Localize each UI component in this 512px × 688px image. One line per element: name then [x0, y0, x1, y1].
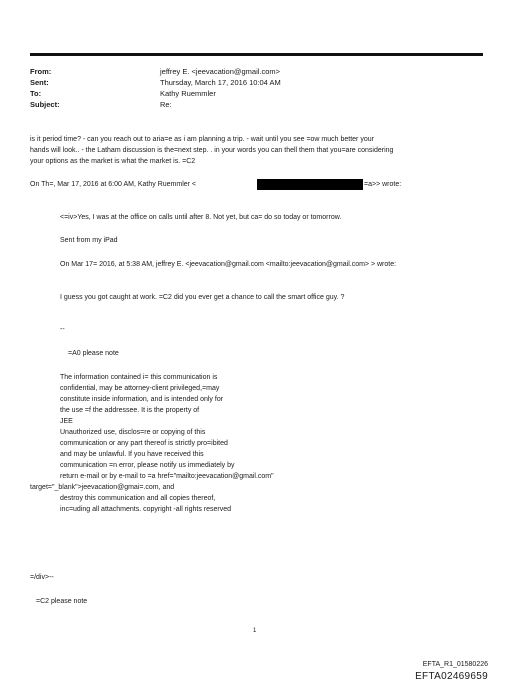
on-thu-prefix: On Th=, Mar 17, 2016 at 6:00 AM, Kathy Ruemmler < — [30, 181, 197, 188]
subject-value: Re: — [160, 100, 172, 109]
bates-stamp-small: EFTA_R1_01580226 — [422, 661, 488, 668]
disclaimer-line: Unauthorized use, disclos=re or copying of this — [60, 429, 206, 436]
disclaimer-line: The information contained i= this communication is — [60, 374, 218, 381]
sent-from-line: Sent from my iPad — [60, 237, 118, 244]
on-thu-suffix: =a>> wrote: — [364, 181, 402, 188]
to-value: Kathy Ruemmler — [160, 89, 216, 98]
disclaimer-line: confidential, may be attorney-client privileged,=may — [60, 385, 220, 392]
guess-line: I guess you got caught at work. =C2 did you ever get a chance to call the smart office guy. ? — [60, 294, 345, 301]
body-line: your options as the market is what the market is. =C2 — [30, 158, 196, 165]
disclaimer-line: return e-mail or by e-mail to =a href="mailto:jeevacation@gmail.com" — [60, 473, 274, 480]
disclaimer-line: JEE — [60, 418, 73, 425]
disclaimer-line: constitute inside information, and is intended only for — [60, 396, 224, 403]
please-note-1: =A0 please note — [68, 350, 119, 357]
disclaimer-line: and may be unlawful. If you have received this — [60, 451, 204, 458]
from-label: From: — [30, 67, 52, 76]
disclaimer-line: the use =f the addressee. It is the property of — [60, 407, 200, 414]
disclaimer-line: communication or any part thereof is strictly pro=ibited — [60, 440, 228, 447]
disclaimer-line: inc=uding all attachments. copyright -all rights reserved — [60, 506, 232, 513]
please-note-2: =C2 please note — [36, 598, 88, 605]
disclaimer-line: target="_blank">jeevacation@gmai=.com, and — [30, 484, 175, 491]
reply-line: <=iv>Yes, I was at the office on calls until after 8. Not yet, but ca= do so today or tomorrow. — [60, 214, 342, 221]
header-rule — [30, 53, 483, 56]
redaction-bar — [257, 179, 363, 190]
subject-label: Subject: — [30, 100, 60, 109]
sent-value: Thursday, March 17, 2016 10:04 AM — [160, 78, 281, 87]
from-value: jeffrey E. <jeevacation@gmail.com> — [160, 67, 281, 76]
div-close: =/div>-- — [30, 574, 54, 581]
bates-stamp-large: EFTA02469659 — [415, 671, 488, 682]
disclaimer-line: communication =n error, please notify us immediately by — [60, 462, 235, 469]
dashes: -- — [60, 326, 65, 333]
on-mar17-line: On Mar 17= 2016, at 5:38 AM, jeffrey E. <jeevacation@gmail.com <mailto:jeevacation@gmail.com> > wrote: — [60, 261, 397, 268]
body-line: is it period time? - can you reach out to aria=e as i am planning a trip. - wait until you see =ow much better your — [30, 136, 374, 143]
sent-label: Sent: — [30, 78, 49, 87]
body-line: hands will look.. - the Latham discussion is the=next step. . in your words you can thell them that you=are considering — [30, 147, 394, 154]
page-number: 1 — [253, 628, 257, 634]
disclaimer-line: destroy this communication and all copies thereof, — [60, 495, 216, 502]
to-label: To: — [30, 89, 42, 98]
